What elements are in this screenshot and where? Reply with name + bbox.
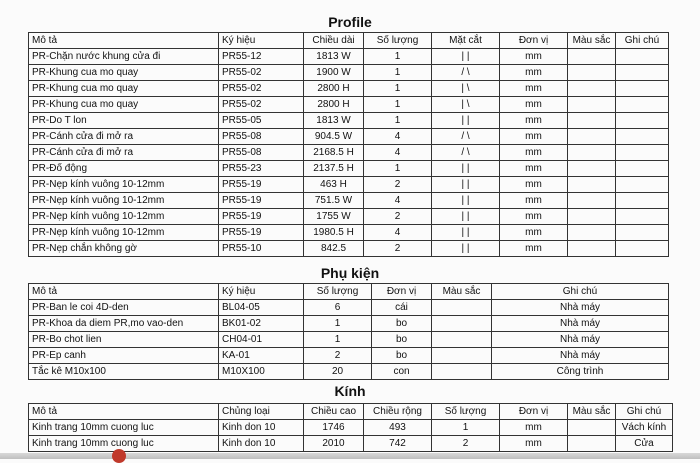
table-cell: PR-Ban le coi 4D-den	[29, 300, 219, 316]
table-cell: | |	[432, 113, 500, 129]
table-cell: 2800 H	[304, 81, 364, 97]
table-cell: PR55-19	[219, 177, 304, 193]
kinh-table	[28, 403, 673, 452]
table-cell: 1	[432, 420, 500, 436]
table-cell: PR55-19	[219, 225, 304, 241]
table-cell: Công trình	[492, 364, 669, 380]
table-row	[29, 81, 669, 97]
table-cell: bo	[372, 348, 432, 364]
table-cell: 2	[364, 209, 432, 225]
table-cell: 1	[364, 97, 432, 113]
column-header: Chiều rộng	[364, 404, 432, 420]
table-row	[29, 420, 673, 436]
table-cell: mm	[500, 97, 568, 113]
table-cell	[432, 348, 492, 364]
table-cell: PR55-19	[219, 193, 304, 209]
table-cell: PR55-23	[219, 161, 304, 177]
table-cell: BL04-05	[219, 300, 304, 316]
table-cell	[616, 225, 669, 241]
table-cell: Nhà máy	[492, 316, 669, 332]
table-cell: PR55-08	[219, 145, 304, 161]
table-cell: mm	[500, 49, 568, 65]
table-cell: PR-Nẹp kính vuông 10-12mm	[29, 193, 219, 209]
table-cell: con	[372, 364, 432, 380]
table-cell: PR55-10	[219, 241, 304, 257]
table-row	[29, 65, 669, 81]
table-cell	[568, 49, 616, 65]
column-header: Chủng loại	[219, 404, 304, 420]
table-cell	[432, 316, 492, 332]
table-cell: Kinh trang 10mm cuong luc	[29, 436, 219, 452]
table-cell: 1	[364, 161, 432, 177]
table-cell: PR55-02	[219, 97, 304, 113]
table-cell: mm	[500, 161, 568, 177]
table-cell	[616, 161, 669, 177]
table-cell: 1	[364, 113, 432, 129]
column-header: Ghi chú	[616, 404, 673, 420]
table-cell: Nhà máy	[492, 300, 669, 316]
table-cell: PR55-05	[219, 113, 304, 129]
table-cell: 2800 H	[304, 97, 364, 113]
table-cell: mm	[500, 81, 568, 97]
table-cell: BK01-02	[219, 316, 304, 332]
table-cell	[568, 177, 616, 193]
table-cell	[568, 113, 616, 129]
table-row	[29, 177, 669, 193]
table-cell: mm	[500, 241, 568, 257]
column-header: Số lượng	[304, 284, 372, 300]
profile-title: Profile	[328, 14, 372, 30]
table-cell: 20	[304, 364, 372, 380]
table-cell	[616, 177, 669, 193]
column-header: Chiều dài	[304, 33, 364, 49]
table-cell: PR-Khung cua mo quay	[29, 97, 219, 113]
table-cell: PR55-12	[219, 49, 304, 65]
table-cell: mm	[500, 436, 568, 452]
table-cell: | |	[432, 49, 500, 65]
table-cell: 493	[364, 420, 432, 436]
table-row	[29, 113, 669, 129]
table-cell: / \	[432, 65, 500, 81]
table-cell	[616, 97, 669, 113]
table-cell: | \	[432, 97, 500, 113]
column-header: Đơn vị	[372, 284, 432, 300]
column-header: Mô tả	[29, 284, 219, 300]
table-cell: | |	[432, 225, 500, 241]
table-cell	[568, 193, 616, 209]
column-header: Số lượng	[364, 33, 432, 49]
table-cell: 4	[364, 129, 432, 145]
table-cell: PR-Khung cua mo quay	[29, 81, 219, 97]
column-header: Ghi chú	[616, 33, 669, 49]
table-cell	[568, 209, 616, 225]
table-cell: mm	[500, 129, 568, 145]
table-cell: 2	[364, 241, 432, 257]
table-cell: | |	[432, 161, 500, 177]
table-cell: 2010	[304, 436, 364, 452]
phukien-header-row	[29, 284, 669, 300]
table-cell	[568, 145, 616, 161]
table-cell	[432, 364, 492, 380]
table-cell	[432, 332, 492, 348]
table-cell: mm	[500, 65, 568, 81]
kinh-title: Kính	[334, 383, 366, 399]
table-cell: Cửa	[616, 436, 673, 452]
table-cell: 1813 W	[304, 113, 364, 129]
column-header: Màu sắc	[568, 33, 616, 49]
table-cell	[568, 65, 616, 81]
table-cell: mm	[500, 177, 568, 193]
column-header: Màu sắc	[568, 404, 616, 420]
table-cell: 1	[364, 81, 432, 97]
column-header: Mô tả	[29, 404, 219, 420]
table-cell: mm	[500, 209, 568, 225]
table-cell: bo	[372, 316, 432, 332]
profile-header-row	[29, 33, 669, 49]
table-cell: mm	[500, 193, 568, 209]
table-cell: PR55-02	[219, 65, 304, 81]
table-cell: | |	[432, 177, 500, 193]
table-row	[29, 193, 669, 209]
table-cell	[616, 241, 669, 257]
column-header: Chiều cao	[304, 404, 364, 420]
table-row	[29, 436, 673, 452]
table-cell: PR-Cánh cửa đi mở ra	[29, 145, 219, 161]
table-cell: Kinh don 10	[219, 420, 304, 436]
column-header: Ký hiệu	[219, 284, 304, 300]
table-cell: KA-01	[219, 348, 304, 364]
table-cell: PR-Nẹp kính vuông 10-12mm	[29, 209, 219, 225]
table-cell: Kinh trang 10mm cuong luc	[29, 420, 219, 436]
table-cell: | |	[432, 241, 500, 257]
table-cell: mm	[500, 225, 568, 241]
table-row	[29, 316, 669, 332]
table-cell: 1	[304, 316, 372, 332]
table-cell	[616, 113, 669, 129]
table-cell: 742	[364, 436, 432, 452]
table-cell: 1900 W	[304, 65, 364, 81]
table-cell: 4	[364, 193, 432, 209]
table-cell: | |	[432, 193, 500, 209]
table-cell: 1	[364, 49, 432, 65]
table-cell: PR-Nẹp kính vuông 10-12mm	[29, 225, 219, 241]
table-cell	[568, 129, 616, 145]
table-cell: CH04-01	[219, 332, 304, 348]
table-cell: 751.5 W	[304, 193, 364, 209]
table-cell: Vách kính	[616, 420, 673, 436]
table-cell: PR-Khoa da diem PR,mo vao-den	[29, 316, 219, 332]
table-cell: Kinh don 10	[219, 436, 304, 452]
table-cell: 1755 W	[304, 209, 364, 225]
table-cell: 2	[432, 436, 500, 452]
table-row	[29, 129, 669, 145]
table-cell: PR-Cánh cửa đi mở ra	[29, 129, 219, 145]
table-cell: cái	[372, 300, 432, 316]
table-cell: PR-Bo chot lien	[29, 332, 219, 348]
table-cell: 1	[364, 65, 432, 81]
table-cell: PR55-19	[219, 209, 304, 225]
table-cell: Nhà máy	[492, 348, 669, 364]
table-cell	[432, 300, 492, 316]
table-cell: 1746	[304, 420, 364, 436]
table-cell: PR-Nẹp kính vuông 10-12mm	[29, 177, 219, 193]
table-row	[29, 241, 669, 257]
table-cell: 2168.5 H	[304, 145, 364, 161]
table-row	[29, 348, 669, 364]
table-cell	[616, 81, 669, 97]
table-cell: PR55-08	[219, 129, 304, 145]
column-header: Màu sắc	[432, 284, 492, 300]
table-cell: | \	[432, 81, 500, 97]
table-row	[29, 161, 669, 177]
table-cell	[616, 129, 669, 145]
table-cell: mm	[500, 420, 568, 436]
table-row	[29, 225, 669, 241]
phu-kien-title: Phụ kiện	[320, 265, 380, 281]
column-header: Mặt cắt	[432, 33, 500, 49]
profile-table	[28, 32, 669, 257]
table-cell: M10X100	[219, 364, 304, 380]
table-cell	[568, 225, 616, 241]
table-cell	[568, 161, 616, 177]
table-row	[29, 332, 669, 348]
table-cell: PR-Chặn nước khung cửa đi	[29, 49, 219, 65]
table-cell: 4	[364, 225, 432, 241]
table-row	[29, 209, 669, 225]
table-cell: PR-Do T lon	[29, 113, 219, 129]
table-cell	[568, 436, 616, 452]
table-cell	[616, 209, 669, 225]
table-cell: 6	[304, 300, 372, 316]
table-cell: Tắc kê M10x100	[29, 364, 219, 380]
table-cell	[568, 420, 616, 436]
table-row	[29, 97, 669, 113]
table-cell: PR-Khung cua mo quay	[29, 65, 219, 81]
table-cell: 463 H	[304, 177, 364, 193]
table-cell: | |	[432, 209, 500, 225]
column-header: Đơn vị	[500, 33, 568, 49]
table-cell	[616, 145, 669, 161]
table-cell: 2	[304, 348, 372, 364]
column-header: Ký hiệu	[219, 33, 304, 49]
table-cell: 2	[364, 177, 432, 193]
table-row	[29, 49, 669, 65]
table-cell: / \	[432, 129, 500, 145]
table-cell	[568, 241, 616, 257]
table-cell: 904.5 W	[304, 129, 364, 145]
table-cell: Nhà máy	[492, 332, 669, 348]
kinh-header-row	[29, 404, 673, 420]
column-header: Đơn vị	[500, 404, 568, 420]
table-cell: 1813 W	[304, 49, 364, 65]
bottom-shadow-bar	[0, 453, 700, 459]
table-cell: 1	[304, 332, 372, 348]
table-cell	[568, 97, 616, 113]
table-cell	[616, 193, 669, 209]
table-cell: 2137.5 H	[304, 161, 364, 177]
table-row	[29, 300, 669, 316]
column-header: Mô tả	[29, 33, 219, 49]
table-cell: PR-Đố động	[29, 161, 219, 177]
table-cell	[568, 81, 616, 97]
table-cell: mm	[500, 113, 568, 129]
table-cell: / \	[432, 145, 500, 161]
table-cell: bo	[372, 332, 432, 348]
table-cell	[616, 65, 669, 81]
phu-kien-table	[28, 283, 669, 380]
table-cell: 4	[364, 145, 432, 161]
table-row	[29, 145, 669, 161]
table-cell: 842.5	[304, 241, 364, 257]
table-cell: 1980.5 H	[304, 225, 364, 241]
table-cell: PR55-02	[219, 81, 304, 97]
table-row	[29, 364, 669, 380]
table-cell	[616, 49, 669, 65]
red-dot-icon	[112, 449, 126, 463]
table-cell: PR-Ep canh	[29, 348, 219, 364]
column-header: Số lượng	[432, 404, 500, 420]
table-cell: mm	[500, 145, 568, 161]
table-cell: PR-Nẹp chắn không gờ	[29, 241, 219, 257]
column-header: Ghi chú	[492, 284, 669, 300]
